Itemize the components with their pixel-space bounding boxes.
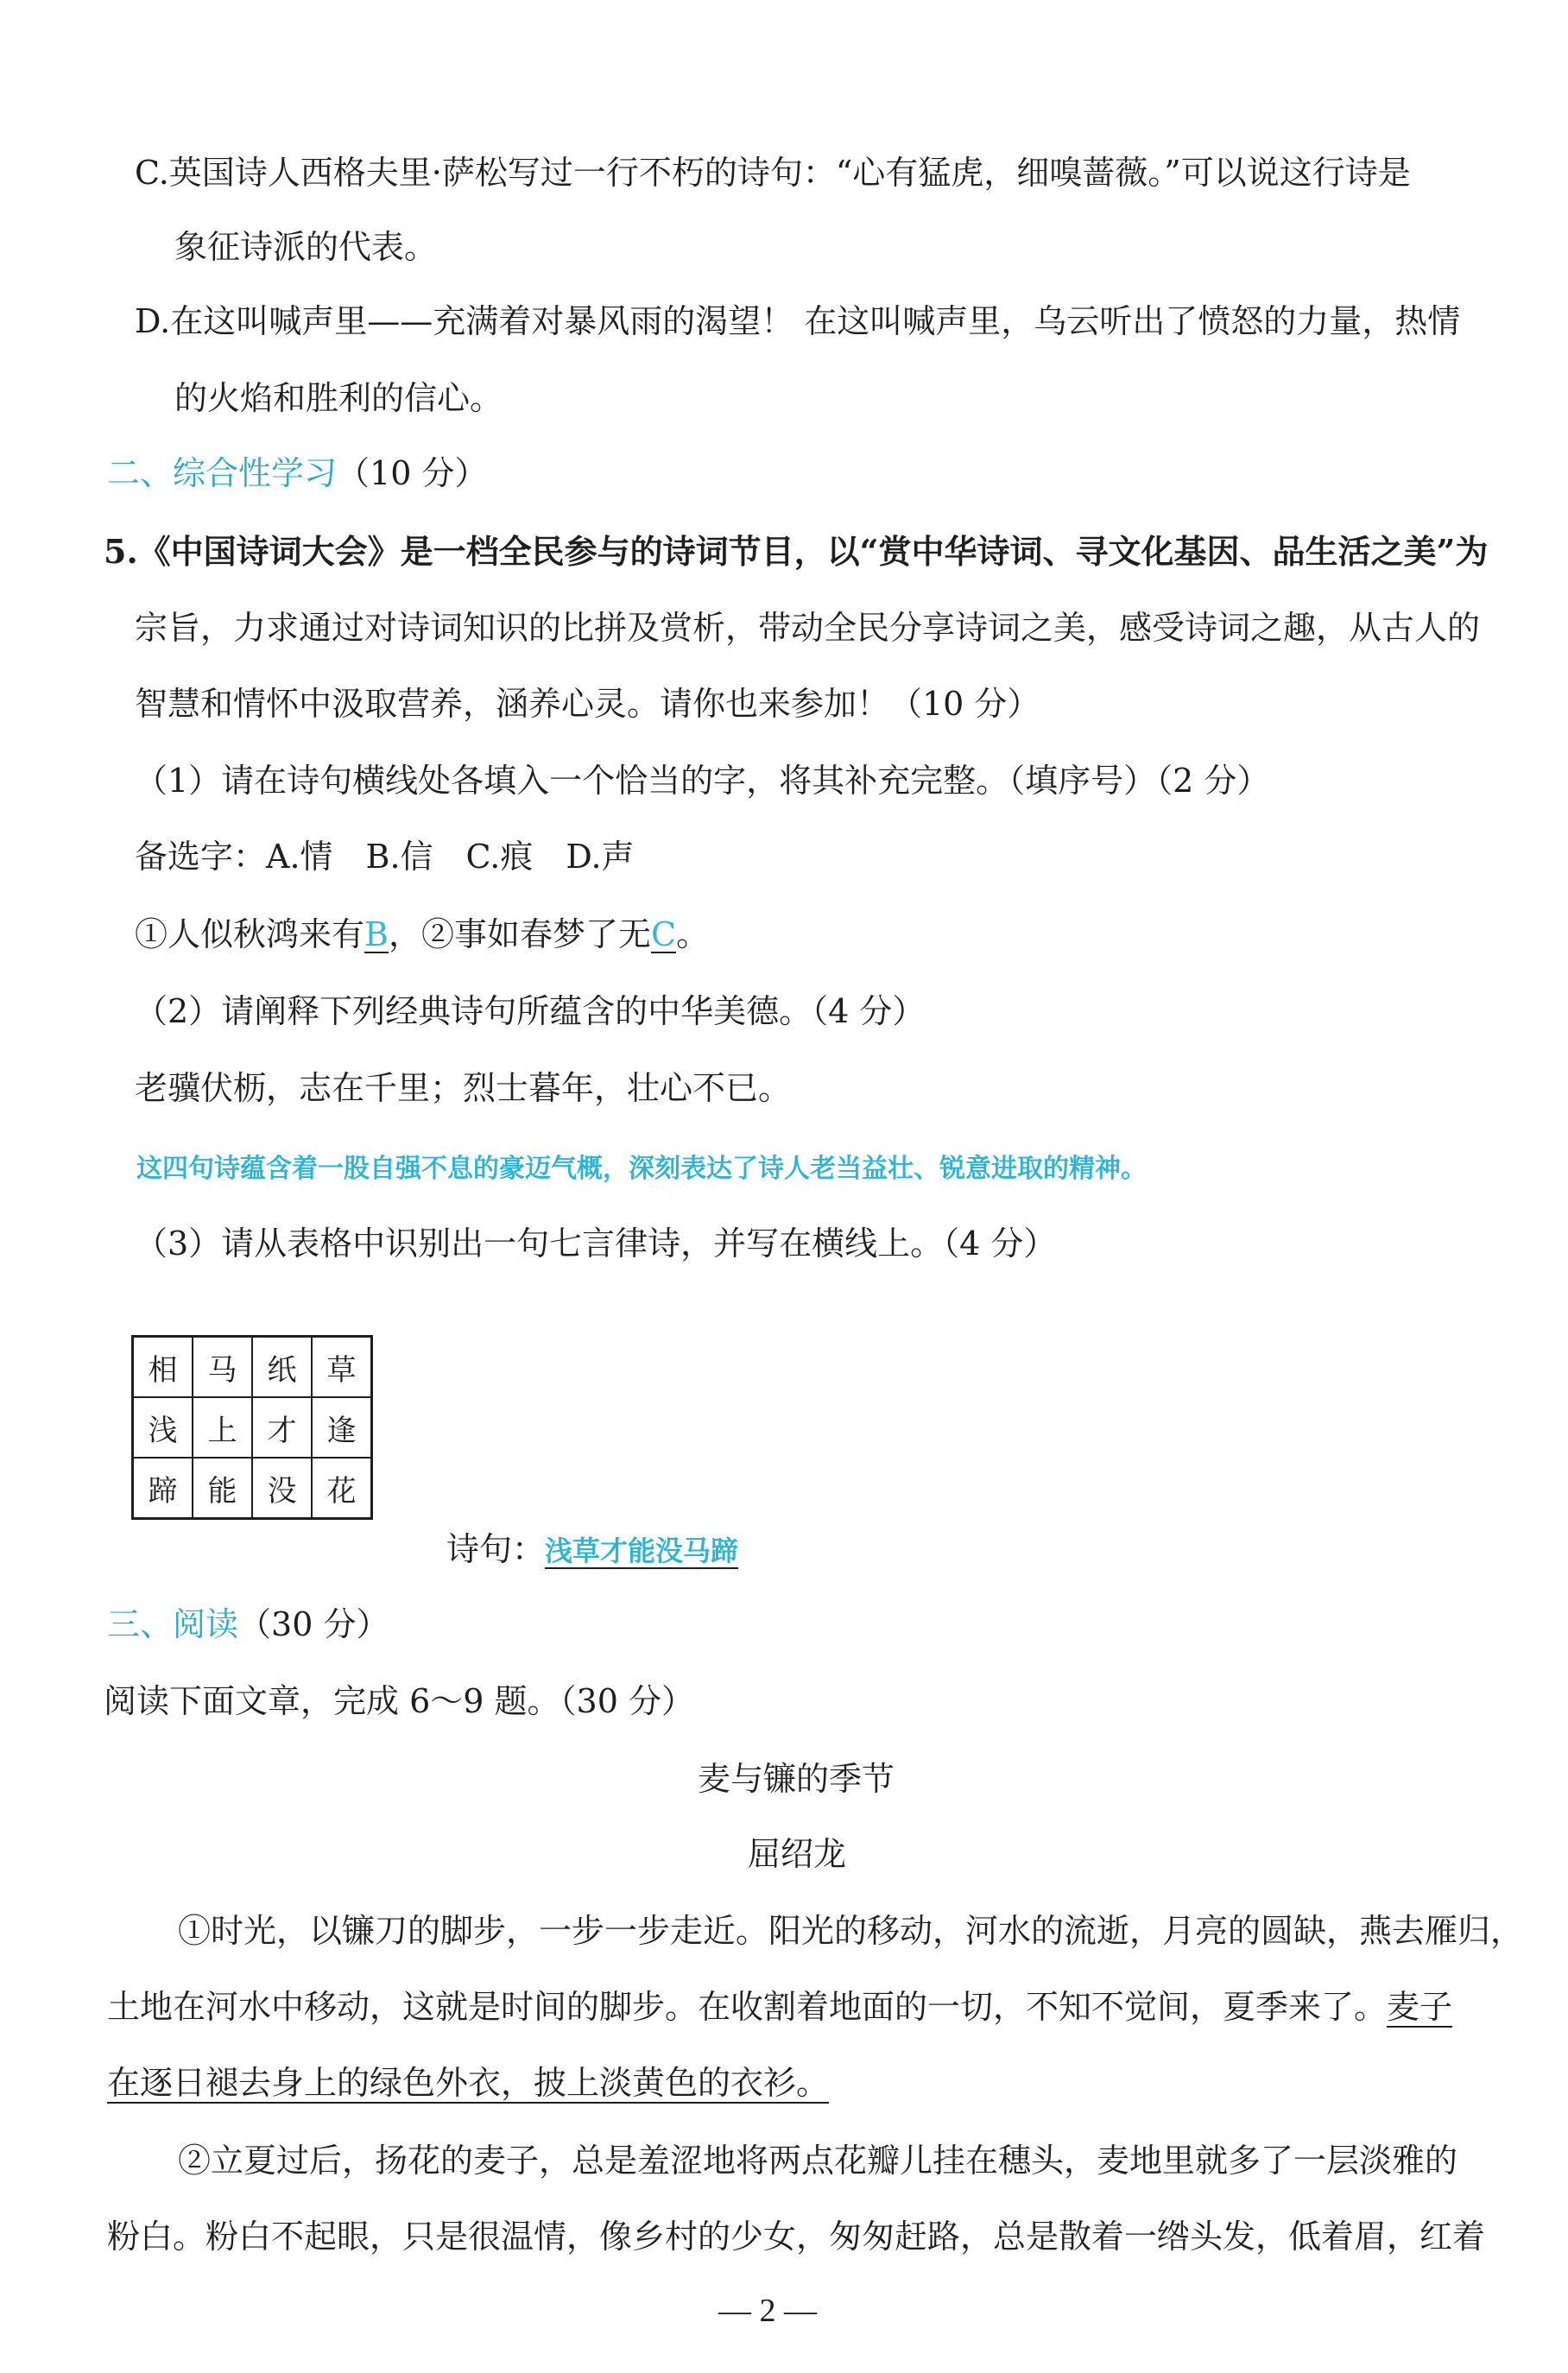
- section3-title: 三、阅读: [107, 1605, 239, 1643]
- section2-heading: [107, 452, 487, 494]
- poem-handwritten-answer: 浅草才能没马蹄: [545, 1535, 739, 1567]
- q5-part2-text: 老骥伏枥，志在千里；烈士暮年，壮心不已。: [135, 1069, 792, 1107]
- reading-intro: 阅读下面文章，完成 6～9 题。（30 分）: [104, 1682, 694, 1720]
- grid-row: [133, 1397, 372, 1458]
- grid-cell: 草: [312, 1337, 372, 1398]
- article-p2-line2: 粉白。粉白不起眼，只是很温情，像乡村的少女，匆匆赶路，总是散着一绺头发，低着眉，红着: [107, 2218, 1486, 2256]
- p1-underlined-end: 在逐日褪去身上的绿色外衣，披上淡黄色的衣衫。: [107, 2064, 830, 2102]
- article-title: 麦与镰的季节: [698, 1760, 895, 1798]
- article-p1-line2: [107, 1986, 1452, 2028]
- grid-cell: 才: [252, 1397, 312, 1458]
- grid-cell: 能: [193, 1458, 252, 1519]
- grid-cell: 没: [252, 1458, 312, 1519]
- grid-cell: 马: [193, 1337, 252, 1398]
- page-number: — 2 —: [718, 2293, 817, 2329]
- q5-part1-options: 备选字：A.情 B.信 C.痕 D.声: [135, 838, 635, 876]
- answer-blank-1: B: [364, 915, 389, 953]
- option-d-line1: D.在这叫喊声里——充满着对暴风雨的渴望！ 在这叫喊声里，乌云听出了愤怒的力量，热情: [135, 302, 1461, 340]
- q5-part1-question: （1）请在诗句横线处各填入一个恰当的字，将其补充完整。（填序号）（2 分）: [135, 762, 1270, 800]
- q5-part3-question: （3）请从表格中识别出一句七言律诗，并写在横线上。（4 分）: [135, 1224, 1057, 1262]
- article-p2-line1: ②立夏过后，扬花的麦子，总是羞涩地将两点花瓣儿挂在穗头，麦地里就多了一层淡雅的: [178, 2142, 1458, 2180]
- poem-answer-line: [446, 1528, 738, 1572]
- grid-cell: 纸: [252, 1337, 312, 1398]
- grid-row: [133, 1337, 372, 1398]
- section2-title: 二、综合性学习: [107, 454, 338, 492]
- p1-prefix: ①人似秋鸿来有: [135, 915, 365, 953]
- option-c-line1: C.英国诗人西格夫里·萨松写过一行不朽的诗句：“心有猛虎，细嗅蔷薇。”可以说这行诗是: [135, 154, 1411, 192]
- p1-mid: ，②事如春梦了无: [389, 915, 652, 953]
- q5-line3: 智慧和情怀中汲取营养，涵养心灵。请你也来参加！（10 分）: [135, 685, 1040, 723]
- section3-score: （30 分）: [238, 1605, 389, 1643]
- q5-line2: 宗旨，力求通过对诗词知识的比拼及赏析，带动全民分享诗词之美，感受诗词之趣，从古人的: [135, 609, 1481, 647]
- grid-cell: 花: [312, 1458, 372, 1519]
- p1-underlined-start: 麦子: [1387, 1988, 1453, 2026]
- article-author: 屈绍龙: [748, 1835, 847, 1873]
- option-c-line2: 象征诗派的代表。: [174, 228, 438, 266]
- grid-cell: 蹄: [133, 1458, 193, 1519]
- section3-heading: [107, 1604, 389, 1645]
- grid-cell: 浅: [133, 1397, 193, 1458]
- q5-part1-answer-line: [135, 914, 709, 955]
- option-d-line2: 的火焰和胜利的信心。: [174, 379, 503, 417]
- p1-line2-text: 土地在河水中移动，这就是时间的脚步。在收割着地面的一切，不知不觉间，夏季来了。: [107, 1988, 1388, 2026]
- grid-row: [133, 1458, 372, 1519]
- article-p1-line3: [107, 2062, 829, 2104]
- answer-blank-2: C: [651, 915, 677, 953]
- character-grid: [131, 1335, 373, 1520]
- grid-cell: 相: [133, 1337, 193, 1398]
- grid-cell: 上: [193, 1397, 252, 1458]
- poem-label: 诗句：: [446, 1530, 546, 1568]
- p1-suffix: 。: [676, 915, 710, 953]
- q5-line1: 5.《中国诗词大会》是一档全民参与的诗词节目，以“赏中华诗词、寻文化基因、品生活之美”为: [104, 532, 1489, 571]
- q5-part2-question: （2）请阐释下列经典诗句所蕴含的中华美德。（4 分）: [135, 992, 926, 1030]
- article-p1-line1: ①时光，以镰刀的脚步，一步一步走近。阳光的移动，河水的流逝，月亮的圆缺，燕去雁归，: [178, 1912, 1524, 1950]
- q5-part2-handwritten-answer: 这四句诗蕴含着一股自强不息的豪迈气概，深刻表达了诗人老当益壮、锐意进取的精神。: [136, 1154, 1147, 1184]
- grid-cell: 逢: [312, 1397, 372, 1458]
- section2-score: （10 分）: [337, 454, 488, 492]
